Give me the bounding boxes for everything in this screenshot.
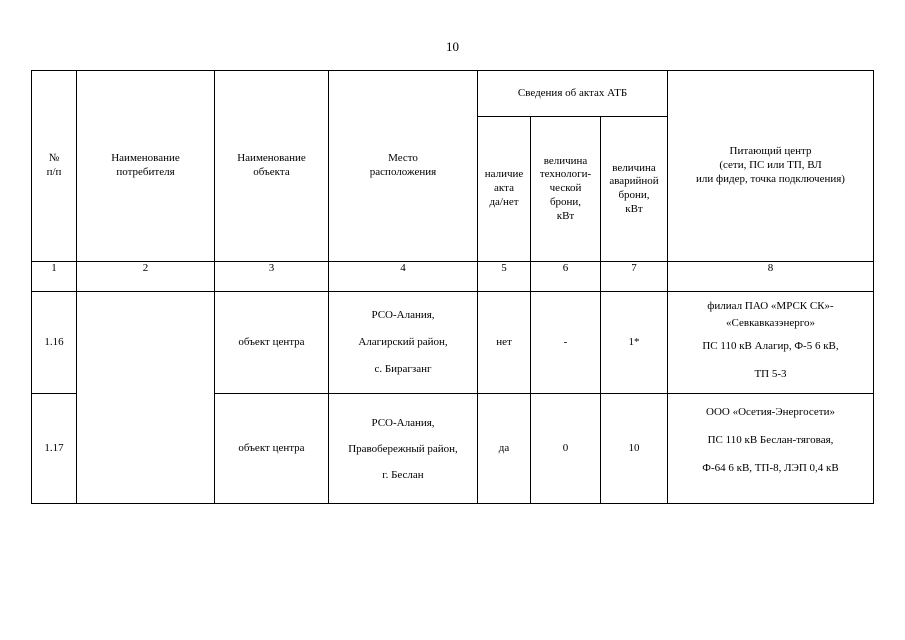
header-supply-center: Питающий центр (сети, ПС или ТП, ВЛ или фидер, точка подключения)	[668, 71, 874, 262]
column-number: 2	[77, 262, 215, 292]
emergency-reserve-cell: 10	[601, 394, 668, 504]
supply-cell: филиал ПАО «МРСК СК»- «Севкавказэнерго» ПС 110 кВ Алагир, Ф-5 6 кВ, ТП 5-3	[668, 292, 874, 394]
header-tech-reserve: величина технологи- ческой брони, кВт	[531, 117, 601, 262]
emergency-reserve-cell: 1*	[601, 292, 668, 394]
act-cell: да	[478, 394, 531, 504]
column-number: 3	[215, 262, 329, 292]
column-number: 6	[531, 262, 601, 292]
column-numbers-row	[32, 262, 874, 292]
row-number: 1.16	[32, 292, 77, 394]
table-row	[32, 292, 874, 394]
consumer-cell	[77, 292, 215, 504]
atb-table	[31, 70, 874, 504]
column-number: 4	[329, 262, 478, 292]
object-cell: объект центра	[215, 394, 329, 504]
header-act: наличие акта да/нет	[478, 117, 531, 262]
location-cell: РСО-Алания, Правобережный район, г. Беслан	[329, 394, 478, 504]
column-number: 8	[668, 262, 874, 292]
header-number: № п/п	[32, 71, 77, 262]
location-cell: РСО-Алания, Алагирский район, с. Бирагзанг	[329, 292, 478, 394]
header-consumer: Наименование потребителя	[77, 71, 215, 262]
object-cell: объект центра	[215, 292, 329, 394]
column-number: 1	[32, 262, 77, 292]
act-cell: нет	[478, 292, 531, 394]
supply-cell: ООО «Осетия-Энергосети» ПС 110 кВ Беслан-тяговая, Ф-64 6 кВ, ТП-8, ЛЭП 0,4 кВ	[668, 394, 874, 504]
header-location: Место расположения	[329, 71, 478, 262]
column-number: 5	[478, 262, 531, 292]
tech-reserve-cell: 0	[531, 394, 601, 504]
row-number: 1.17	[32, 394, 77, 504]
header-emergency-reserve: величина аварийной брони, кВт	[601, 117, 668, 262]
header-atb-group: Сведения об актах АТБ	[478, 71, 668, 117]
tech-reserve-cell: -	[531, 292, 601, 394]
header-object: Наименование объекта	[215, 71, 329, 262]
page-number: 10	[446, 39, 459, 54]
column-number: 7	[601, 262, 668, 292]
